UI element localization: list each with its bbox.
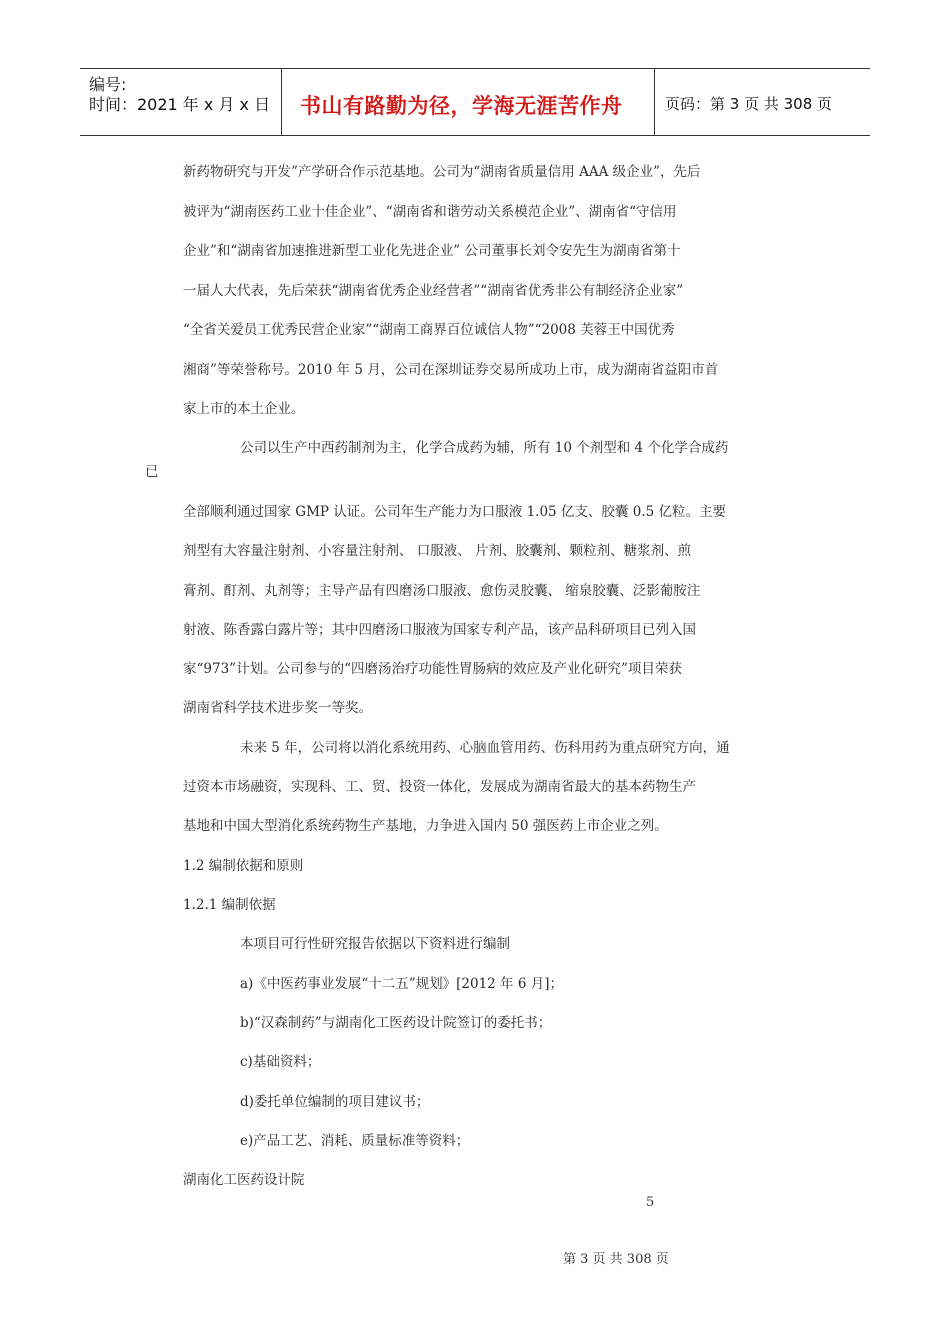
section-heading-1-2: 1.2 编制依据和原则 (183, 858, 304, 874)
header-bottom-border (80, 135, 870, 136)
footer-page-info: 第 3 页 共 308 页 (563, 1252, 669, 1267)
body-line-18: 基地和中国大型消化系统药物生产基地，力争进入国内 50 强医药上市企业之列。 (183, 818, 668, 834)
header-divider-left (281, 68, 282, 136)
body-line-17: 过资本市场融资，实现科、工、贸、投资一体化，发展成为湖南省最大的基本药物生产 (183, 779, 696, 795)
basis-item-c: c)基础资料； (240, 1054, 321, 1070)
body-line-8: 公司以生产中西药制剂为主，化学合成药为辅，所有 10 个剂型和 4 个化学合成药 (240, 440, 729, 456)
date-label: 时间：2021 年 x 月 x 日 (89, 95, 271, 114)
body-line-14: 家“973”计划。公司参与的“四磨汤治疗功能性胃肠病的效应及产业化研究”项目荣获 (183, 661, 682, 677)
header-divider-right (654, 68, 655, 136)
serial-label: 编号: (89, 75, 127, 94)
inner-page-number: 5 (646, 1195, 655, 1210)
body-line-6: 湘商”等荣誉称号。2010 年 5 月，公司在深圳证券交易所成功上市，成为湖南省益阳市首 (183, 362, 719, 378)
header-top-border (80, 68, 870, 69)
body-line-3: 企业”和“湖南省加速推进新型工业化先进企业” 公司董事长刘令安先生为湖南省第十 (183, 243, 681, 259)
body-line-4: 一届人大代表，先后荣获“湖南省优秀企业经营者”“湖南省优秀非公有制经济企业家” (183, 283, 684, 299)
basis-item-b: b)“汉森制药”与湖南化工医药设计院签订的委托书； (240, 1015, 552, 1031)
basis-item-a: a)《中医药事业发展“十二五”规划》[2012 年 6 月]； (240, 976, 563, 992)
body-line-15: 湖南省科学技术进步奖一等奖。 (183, 700, 372, 716)
institute-name: 湖南化工医药设计院 (183, 1172, 305, 1188)
header-page-info: 页码：第 3 页 共 308 页 (665, 95, 833, 113)
basis-item-e: e)产品工艺、消耗、质量标准等资料； (240, 1133, 470, 1149)
body-line-5: “全省关爱员工优秀民营企业家”“湖南工商界百位诚信人物”“2008 芙蓉王中国优秀 (183, 322, 675, 338)
body-line-2: 被评为“湖南医药工业十佳企业”、“湖南省和谐劳动关系模范企业”、湖南省“守信用 (183, 204, 677, 220)
body-line-9: 已 (145, 464, 159, 480)
basis-item-d: d)委托单位编制的项目建议书； (240, 1094, 430, 1110)
body-line-1: 新药物研究与开发”产学研合作示范基地。公司为“湖南省质量信用 AAA 级企业”，先后 (183, 164, 701, 180)
body-line-7: 家上市的本土企业。 (183, 401, 305, 417)
body-line-12: 膏剂、酊剂、丸剂等；主导产品有四磨汤口服液、愈伤灵胶囊、 缩泉胶囊、泛影葡胺注 (183, 583, 701, 599)
body-line-11: 剂型有大容量注射剂、小容量注射剂、 口服液、 片剂、胶囊剂、颗粒剂、糖浆剂、煎 (183, 543, 692, 559)
basis-intro: 本项目可行性研究报告依据以下资料进行编制 (240, 936, 510, 952)
body-line-13: 射液、陈香露白露片等；其中四磨汤口服液为国家专利产品，该产品科研项目已列入国 (183, 622, 696, 638)
header-motto: 书山有路勤为径，学海无涯苦作舟 (300, 94, 623, 118)
body-line-10: 全部顺利通过国家 GMP 认证。公司年生产能力为口服液 1.05 亿支、胶囊 0.5 亿粒。主要 (183, 504, 726, 520)
body-line-16: 未来 5 年，公司将以消化系统用药、心脑血管用药、伤科用药为重点研究方向，通 (240, 740, 730, 756)
section-heading-1-2-1: 1.2.1 编制依据 (183, 897, 276, 913)
